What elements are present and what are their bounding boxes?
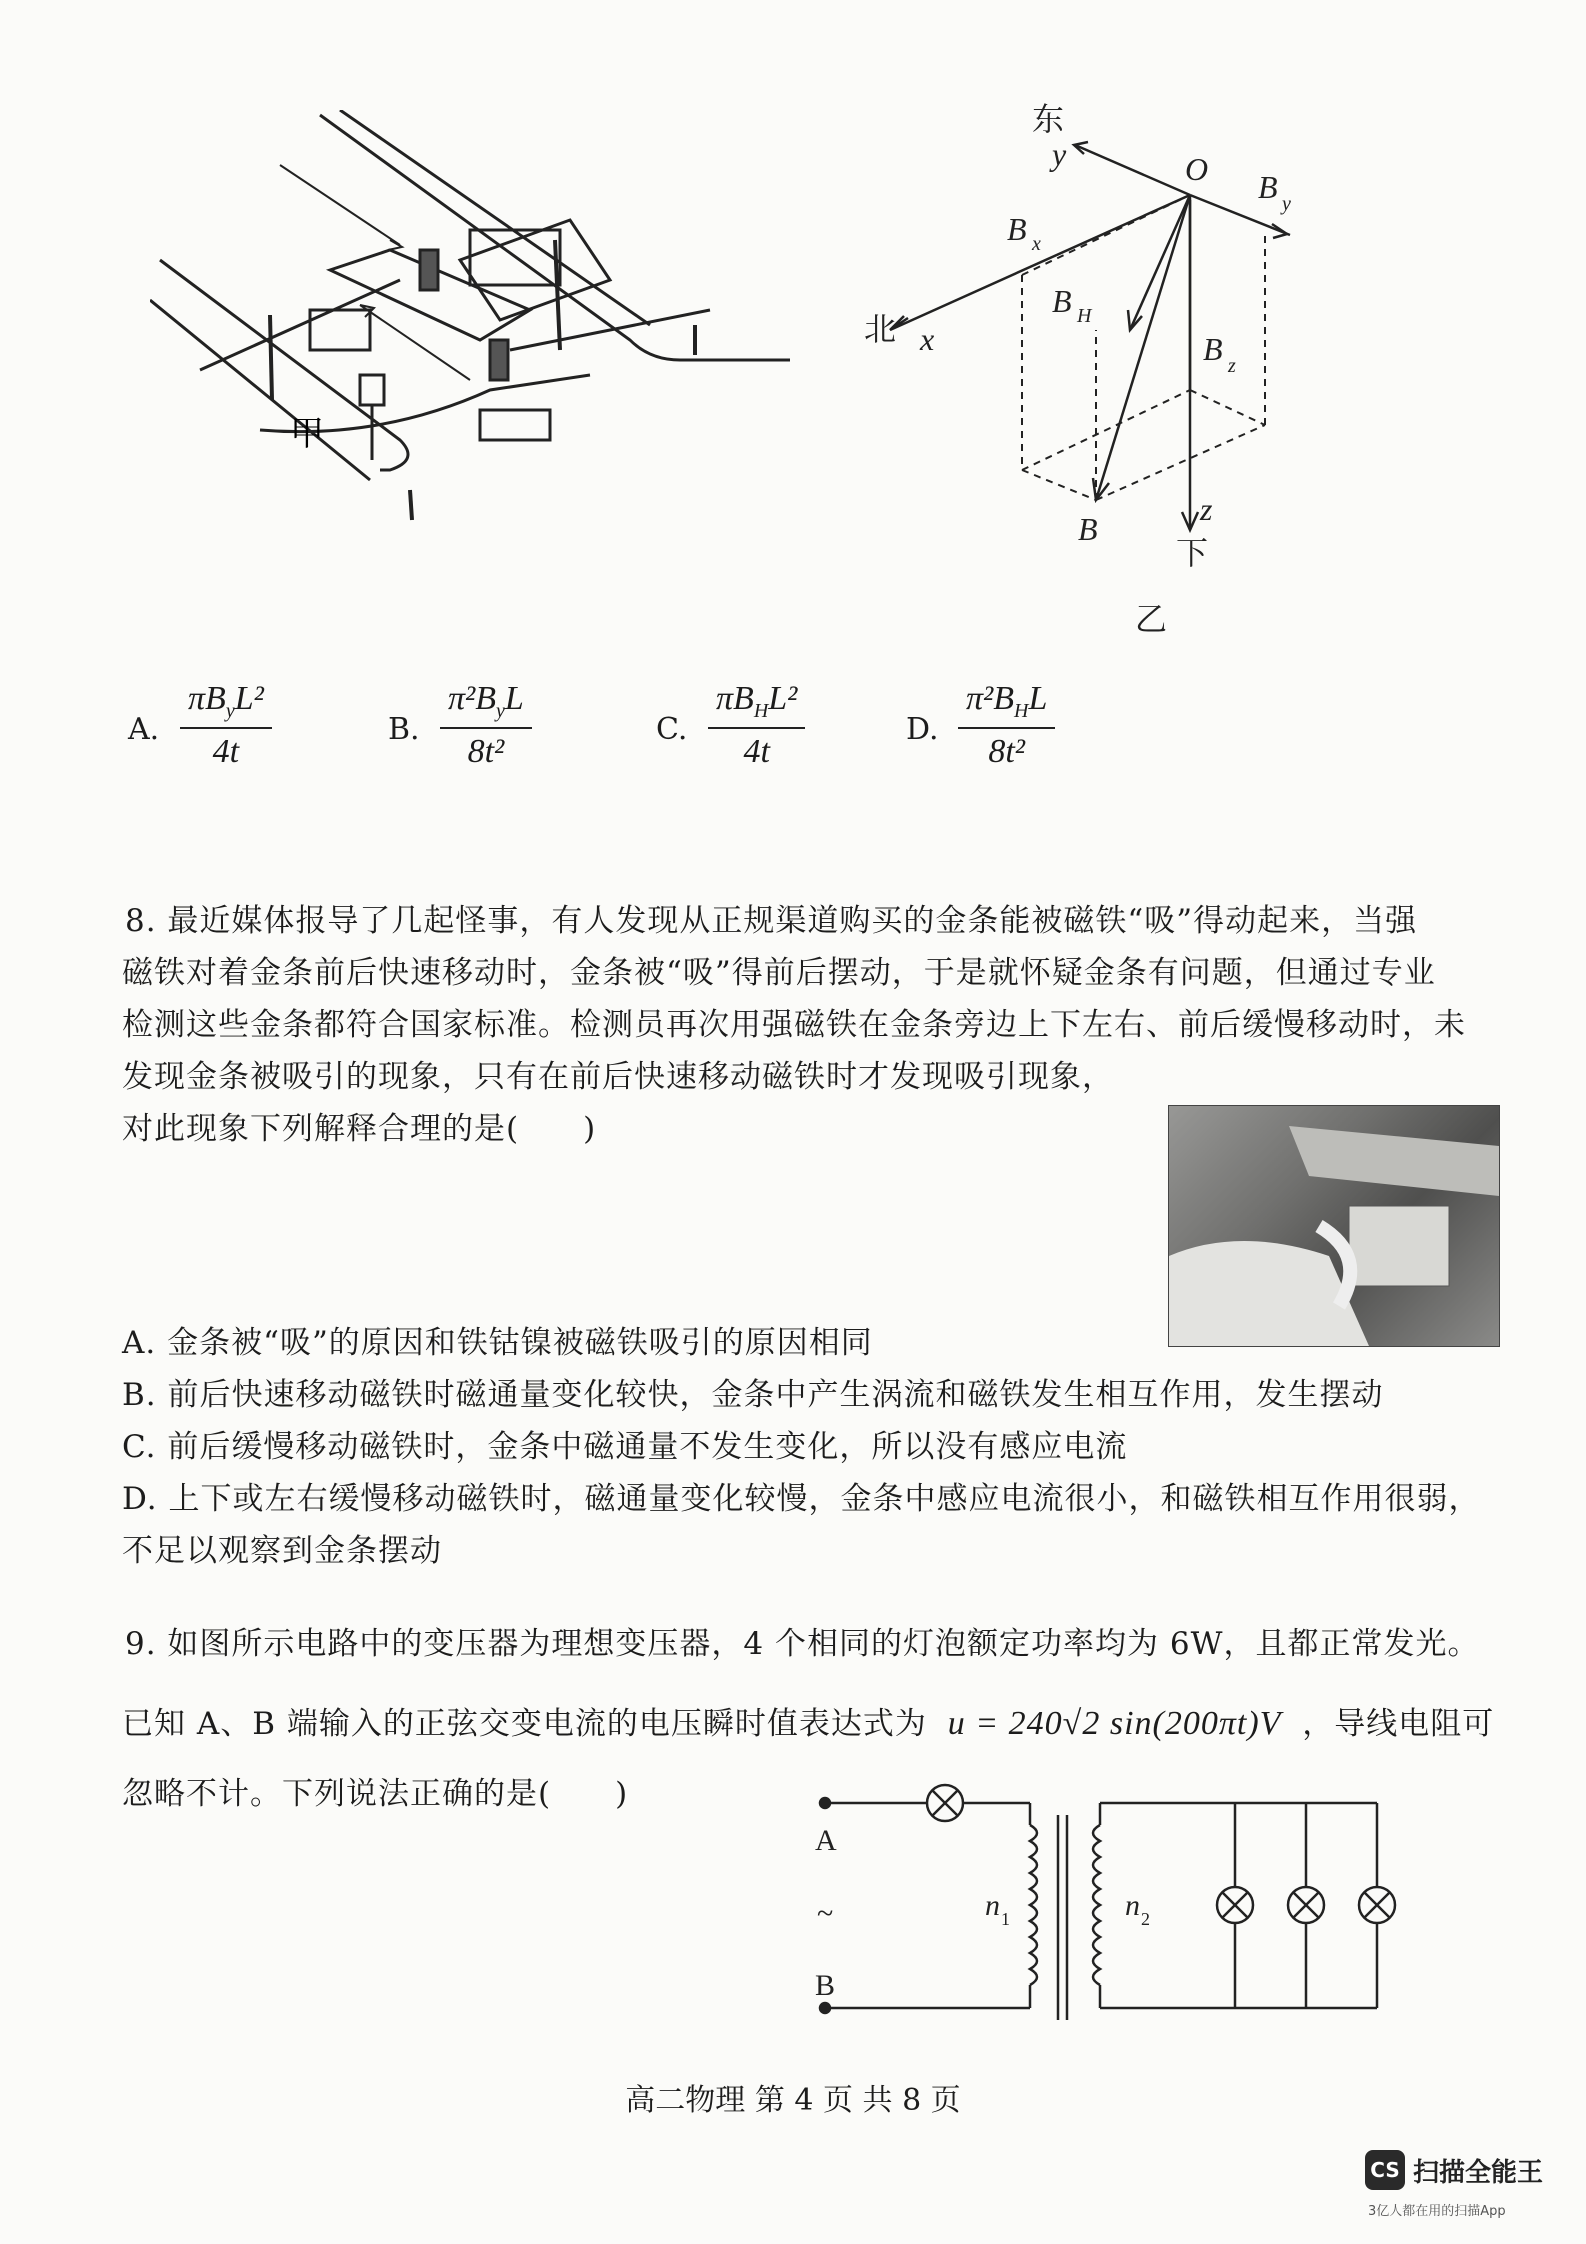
q8-line: 检测这些金条都符合国家标准。检测员再次用强磁铁在金条旁边上下左右、前后缓慢移动时，未 <box>122 1007 1466 1043</box>
q7-option-fraction[interactable] <box>708 680 805 771</box>
q9-voltage-formula: u = 240√2 sin(200πt)V <box>947 1705 1282 1742</box>
fraction-numerator: $\pi B_HL^2$ <box>708 680 805 729</box>
q7-option-fraction[interactable] <box>440 680 532 771</box>
q8-question-stem: 对此现象下列解释合理的是( ) <box>122 1111 597 1147</box>
q9-line-1: 9. 如图所示电路中的变压器为理想变压器，4 个相同的灯泡额定功率均为 6W，且都正常发光。 <box>125 1626 1480 1662</box>
q9-line-2-post: ，导线电阻可 <box>1302 1706 1495 1742</box>
q8-line: 发现金条被吸引的现象，只有在前后快速移动磁铁时才发现吸引现象， <box>122 1059 1114 1095</box>
fraction-denominator: 8t² <box>467 732 505 770</box>
q7-option-fraction[interactable] <box>180 680 272 771</box>
q7-option-fraction[interactable] <box>958 680 1055 771</box>
yi-b-label: B <box>1078 511 1098 547</box>
yi-north-label: 北 <box>864 310 897 348</box>
q8-option-a[interactable]: A. 金条被“吸”的原因和铁钴镍被磁铁吸引的原因相同 <box>122 1325 873 1361</box>
n1-label: n <box>985 1889 1000 1922</box>
q8-option-c[interactable]: C. 前后缓慢移动磁铁时，金条中磁通量不发生变化，所以没有感应电流 <box>122 1429 1128 1465</box>
yi-label: 乙 <box>1135 600 1168 638</box>
fraction-denominator: 4t <box>212 732 240 770</box>
scanner-watermark <box>1365 2150 1543 2190</box>
jia-label: 甲 <box>290 414 324 454</box>
yi-east-label: 东 <box>1032 100 1065 138</box>
yi-by-sub: y <box>1282 193 1291 215</box>
yi-by-label: B <box>1258 169 1278 205</box>
watermark-name: 扫描全能王 <box>1413 2157 1544 2188</box>
gold-bar-photo <box>1168 1105 1500 1347</box>
fraction-numerator: $\pi^2B_HL$ <box>958 680 1055 729</box>
figure-jia-tollgate <box>150 110 810 550</box>
q8-option-d[interactable]: D. 上下或左右缓慢移动磁铁时，磁通量变化较慢，金条中感应电流很小，和磁铁相互作用很弱， <box>122 1481 1481 1517</box>
q8-option-b[interactable]: B. 前后快速移动磁铁时磁通量变化较快，金条中产生涡流和磁铁发生相互作用，发生摆动 <box>122 1377 1384 1413</box>
yi-bz-sub: z <box>1228 355 1236 377</box>
q9-line-2 <box>122 1698 1494 1743</box>
yi-bx-label: B <box>1007 211 1027 247</box>
fraction-numerator: $\pi B_yL^2$ <box>180 680 272 729</box>
watermark-subtitle: 3亿人都在用的扫描App <box>1368 2204 1506 2219</box>
fraction-denominator: 4t <box>743 732 770 770</box>
yi-axis-y-label: y <box>1052 136 1067 172</box>
q8-option-d-cont: 不足以观察到金条摆动 <box>122 1533 442 1569</box>
n1-sub: 1 <box>1001 1909 1010 1929</box>
q7-option-letter[interactable]: A. <box>128 712 160 747</box>
yi-origin-label: O <box>1185 151 1209 187</box>
q8-line: 8. 最近媒体报导了几起怪事，有人发现从正规渠道购买的金条能被磁铁“吸”得动起来，当强 <box>125 903 1418 939</box>
fraction-numerator: $\pi^2B_yL$ <box>440 680 532 729</box>
ac-source-symbol: ~ <box>817 1897 834 1930</box>
yi-down-label: 下 <box>1176 534 1209 572</box>
page-footer: 高二物理 第 4 页 共 8 页 <box>625 2083 961 2118</box>
n2-sub: 2 <box>1141 1909 1150 1929</box>
yi-bh-sub: H <box>1077 305 1092 327</box>
yi-bx-sub: x <box>1032 233 1041 255</box>
yi-axis-x-label: x <box>920 321 935 357</box>
terminal-b-label: B <box>815 1969 836 2002</box>
yi-bz-label: B <box>1203 331 1223 367</box>
q7-option-letter[interactable]: B. <box>388 712 420 747</box>
yi-axis-z-label: z <box>1200 491 1213 527</box>
q9-question-stem: 忽略不计。下列说法正确的是( ) <box>122 1776 629 1812</box>
figure-yi-field-vectors <box>860 90 1320 650</box>
transformer-circuit <box>815 1775 1415 2030</box>
q7-option-letter[interactable]: D. <box>906 712 939 747</box>
camscanner-logo-icon: CS <box>1365 2150 1405 2190</box>
fraction-denominator: 8t² <box>988 732 1025 770</box>
yi-bh-label: B <box>1052 283 1072 319</box>
q9-line-2-pre: 已知 A、B 端输入的正弦交变电流的电压瞬时值表达式为 <box>122 1706 927 1742</box>
n2-label: n <box>1125 1889 1140 1922</box>
terminal-a-label: A <box>815 1824 837 1857</box>
q8-line: 磁铁对着金条前后快速移动时，金条被“吸”得前后摆动，于是就怀疑金条有问题，但通过专业 <box>122 955 1436 991</box>
q7-option-letter[interactable]: C. <box>656 712 688 747</box>
